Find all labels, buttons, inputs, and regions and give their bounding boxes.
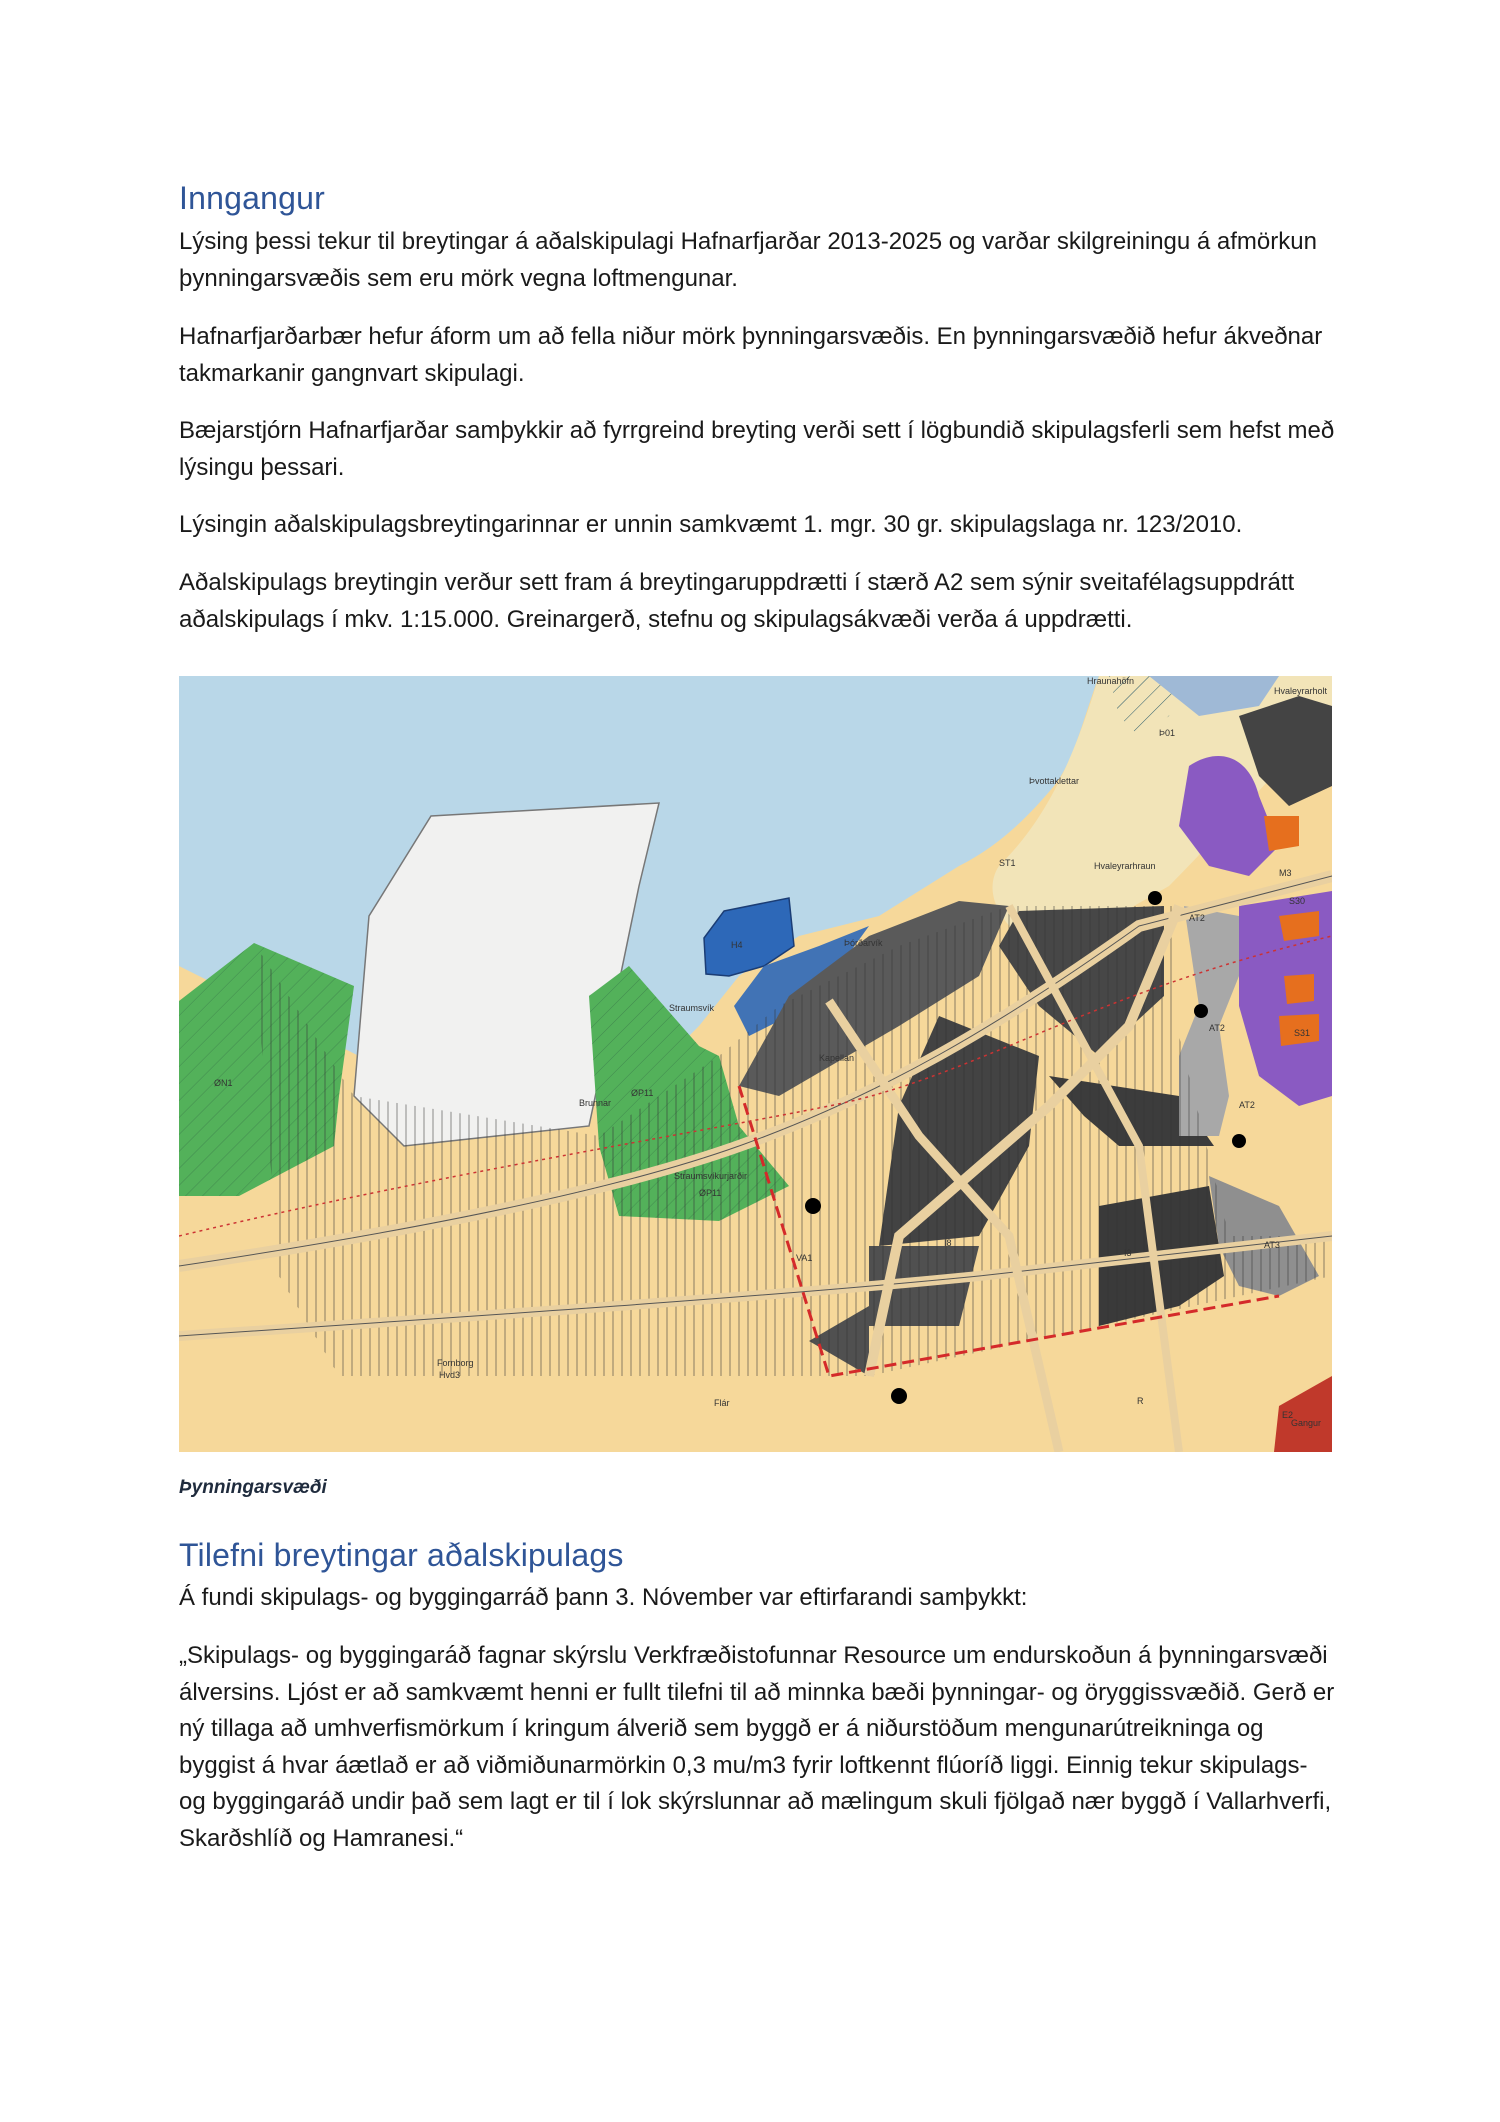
label-st1: ST1 — [999, 858, 1016, 868]
section-heading-inngangur: Inngangur — [179, 180, 325, 216]
label-on1: ØN1 — [214, 1078, 233, 1088]
label-brunnar: Brunnar — [579, 1098, 612, 1108]
label-hvd3: Hvd3 — [439, 1370, 461, 1380]
orange-zone-1 — [1264, 816, 1299, 851]
label-op11-b: ØP11 — [699, 1188, 722, 1198]
label-thordarvik: Þórðarvík — [844, 938, 883, 948]
label-kapellan: Kapellan — [819, 1053, 855, 1063]
label-at2-b: AT2 — [1209, 1023, 1225, 1033]
junction-4 — [1194, 1004, 1208, 1018]
label-va1: VA1 — [796, 1253, 813, 1263]
paragraph-1: Lýsing þessi tekur til breytingar á aðalskipulagi Hafnarfjarðar 2013-2025 og varðar skilgreiningu á afmörkun þynningarsvæðis sem eru mörk vegna loftmengunar. — [179, 228, 1317, 292]
paragraph-7-quote: „Skipulags- og byggingaráð fagnar skýrslu Verkfræðistofunnar Resource um endurskoðun á þynningarsvæði álversins. Ljóst er að samkvæmt henni er fullt tilefni til að minnka bæði þynningar- og öryggissvæðið. Gerð er ný tillaga að umhverfismörkum í kringum álverið sem byggð er á niðurstöðum mengunarútreikninga og byggist á hvar áætlað er að viðmiðunarmörkin 0,3 mu/m3 fyrir loftkennt flúoríð liggi. Einnig tekur skipulags- og byggingaráð undir það sem lagt er til í lok skýrslunnar að mælingum skuli fjölgað nær byggð í Vallarhverfi, Skarðshlíð og Hamranesi.“ — [179, 1642, 1335, 1852]
paragraph-2: Hafnarfjarðarbær hefur áform um að fella niður mörk þynningarsvæðis. En þynningarsvæðið hefur ákveðnar takmarkanir gangnvart skipulagi. — [179, 323, 1323, 387]
orange-zone-2 — [1279, 911, 1319, 941]
paragraph-4: Lýsingin aðalskipulagsbreytingarinnar er unnin samkvæmt 1. mgr. 30 gr. skipulagslaga nr. 123/2010. — [179, 511, 1243, 538]
paragraph-6: Á fundi skipulags- og byggingarráð þann 3. Nóvember var eftirfarandi samþykkt: — [179, 1584, 1028, 1611]
paragraph-3: Bæjarstjórn Hafnarfjarðar samþykkir að fyrrgreind breyting verði sett í lögbundið skipulagsferli sem hefst með lýsingu þessari. — [179, 417, 1335, 481]
label-h4: H4 — [731, 940, 743, 950]
map-caption: Þynningarsvæði — [179, 1477, 327, 1498]
label-at2-c: AT2 — [1239, 1100, 1255, 1110]
label-hraunahofn: Hraunahöfn — [1087, 676, 1135, 686]
label-s31: S31 — [1294, 1028, 1311, 1038]
label-at2-a: AT2 — [1189, 913, 1205, 923]
label-hvaleyrarhraun: Hvaleyrarhraun — [1094, 861, 1156, 871]
label-thvottaklettar: Þvottaklettar — [1029, 776, 1080, 786]
label-m3: M3 — [1279, 868, 1292, 878]
section-heading-tilefni: Tilefni breytingar aðalskipulags — [179, 1537, 624, 1573]
junction-2 — [891, 1388, 907, 1404]
label-i8: I8 — [944, 1238, 952, 1248]
label-tho1: Þ01 — [1159, 728, 1176, 738]
zoning-map-graphic — [179, 676, 1332, 1452]
label-r: R — [1137, 1396, 1144, 1406]
label-fornborg: Fornborg — [437, 1358, 474, 1368]
orange-zone-3 — [1284, 974, 1314, 1004]
label-straumsvikurjardir: Straumsvíkurjarðir — [674, 1171, 748, 1181]
label-straumsvik: Straumsvík — [669, 1003, 715, 1013]
label-gangur: Gangur — [1291, 1418, 1322, 1428]
label-i3: I3 — [1124, 1248, 1132, 1258]
label-s30: S30 — [1289, 896, 1306, 906]
junction-5 — [1232, 1134, 1246, 1148]
label-at3: AT3 — [1264, 1240, 1280, 1250]
label-hvaleyrarholt: Hvaleyrarholt — [1274, 686, 1328, 696]
paragraph-5: Aðalskipulags breytingin verður sett fram á breytingaruppdrætti í stærð A2 sem sýnir sveitafélagsuppdrátt aðalskipulags í mkv. 1:15.000. Greinargerð, stefnu og skipulagsákvæði verða á uppdrætti. — [179, 569, 1295, 633]
junction-3 — [1148, 891, 1162, 905]
junction-1 — [805, 1198, 821, 1214]
zoning-map — [179, 676, 1332, 1452]
label-flar: Flár — [714, 1398, 730, 1408]
label-e2: E2 — [1282, 1410, 1294, 1420]
label-op11: ØP11 — [631, 1088, 654, 1098]
